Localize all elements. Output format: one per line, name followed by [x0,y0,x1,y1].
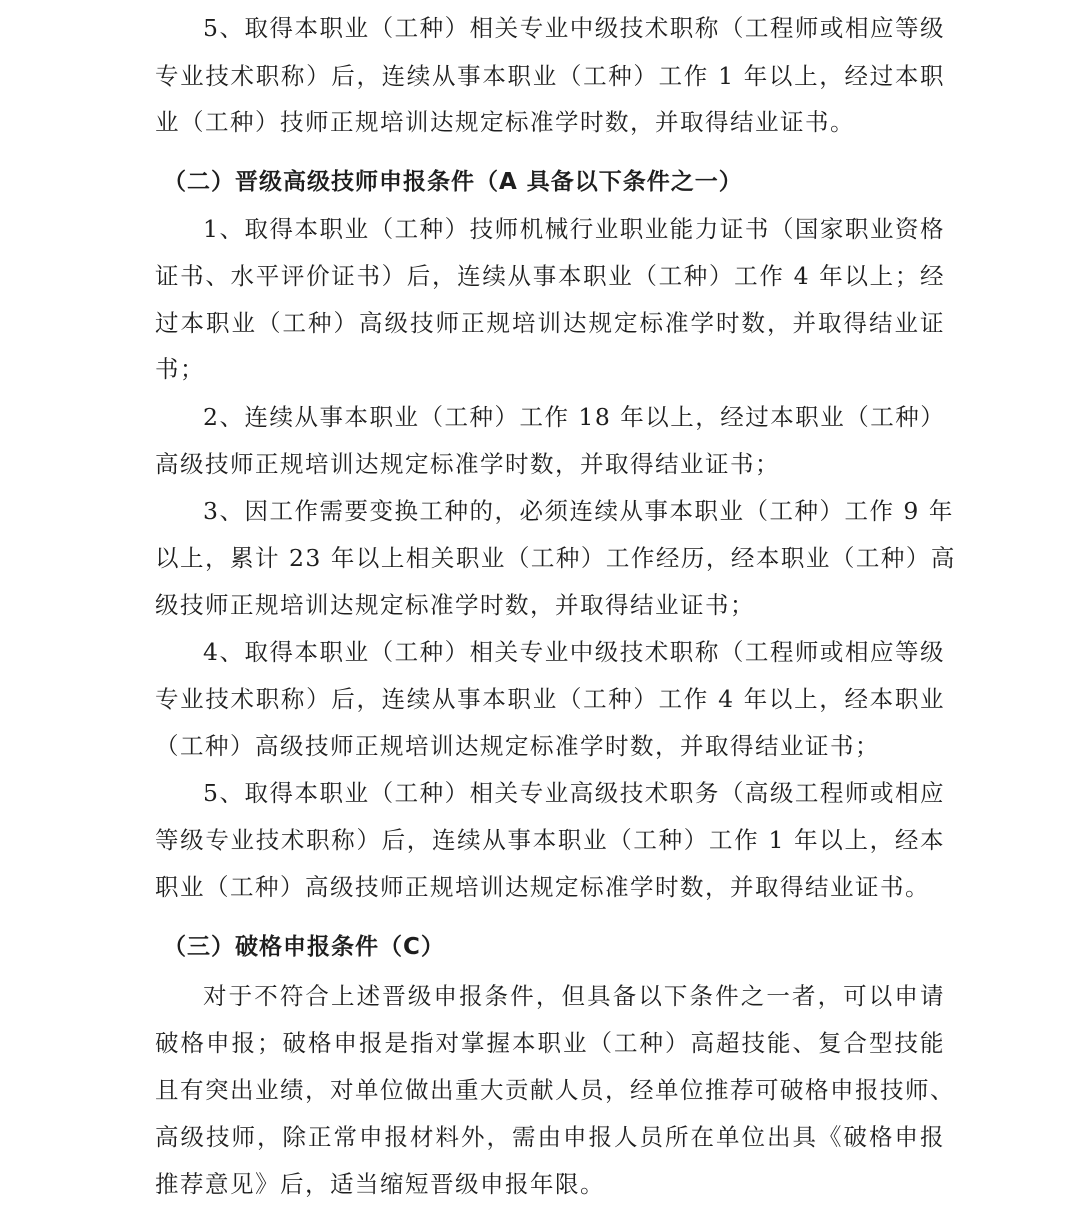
text-line: 等级专业技术职称）后，连续从事本职业（工种）工作 1 年以上，经本 [155,826,945,854]
text-line: 职业（工种）高级技师正规培训达规定标准学时数，并取得结业证书。 [155,873,930,901]
text-line: 且有突出业绩，对单位做出重大贡献人员，经单位推荐可破格申报技师、 [155,1076,955,1104]
text-line: 专业技术职称）后，连续从事本职业（工种）工作 4 年以上，经本职业 [155,685,945,713]
text-line: 5、取得本职业（工种）相关专业中级技术职称（工程师或相应等级 [203,14,945,42]
text-line: 业（工种）技师正规培训达规定标准学时数，并取得结业证书。 [155,108,855,136]
text-line: 高级技师正规培训达规定标准学时数，并取得结业证书； [155,450,780,478]
text-line: 破格申报；破格申报是指对掌握本职业（工种）高超技能、复合型技能 [155,1029,945,1057]
text-line: 对于不符合上述晋级申报条件，但具备以下条件之一者，可以申请 [203,982,945,1010]
text-line: 证书、水平评价证书）后，连续从事本职业（工种）工作 4 年以上；经 [155,262,945,290]
text-line: 1、取得本职业（工种）技师机械行业职业能力证书（国家职业资格 [203,215,945,243]
text-line: 2、连续从事本职业（工种）工作 18 年以上，经过本职业（工种） [203,403,946,431]
text-line: 高级技师，除正常申报材料外，需由申报人员所在单位出具《破格申报 [155,1123,945,1151]
text-line: 专业技术职称）后，连续从事本职业（工种）工作 1 年以上，经过本职 [155,62,945,90]
text-line: 4、取得本职业（工种）相关专业中级技术职称（工程师或相应等级 [203,638,945,666]
text-line: 3、因工作需要变换工种的，必须连续从事本职业（工种）工作 9 年 [203,497,954,525]
text-line: （工种）高级技师正规培训达规定标准学时数，并取得结业证书； [155,732,880,760]
text-line: 以上，累计 23 年以上相关职业（工种）工作经历，经本职业（工种）高 [155,544,956,572]
text-line: 级技师正规培训达规定标准学时数，并取得结业证书； [155,591,755,619]
text-line: 过本职业（工种）高级技师正规培训达规定标准学时数，并取得结业证 [155,309,945,337]
text-line: 书； [155,355,205,383]
section-heading: （二）晋级高级技师申报条件（A 具备以下条件之一） [163,169,743,195]
text-line: 5、取得本职业（工种）相关专业高级技术职务（高级工程师或相应 [203,779,945,807]
text-line: 推荐意见》后，适当缩短晋级申报年限。 [155,1170,605,1198]
section-heading: （三）破格申报条件（C） [163,934,445,960]
